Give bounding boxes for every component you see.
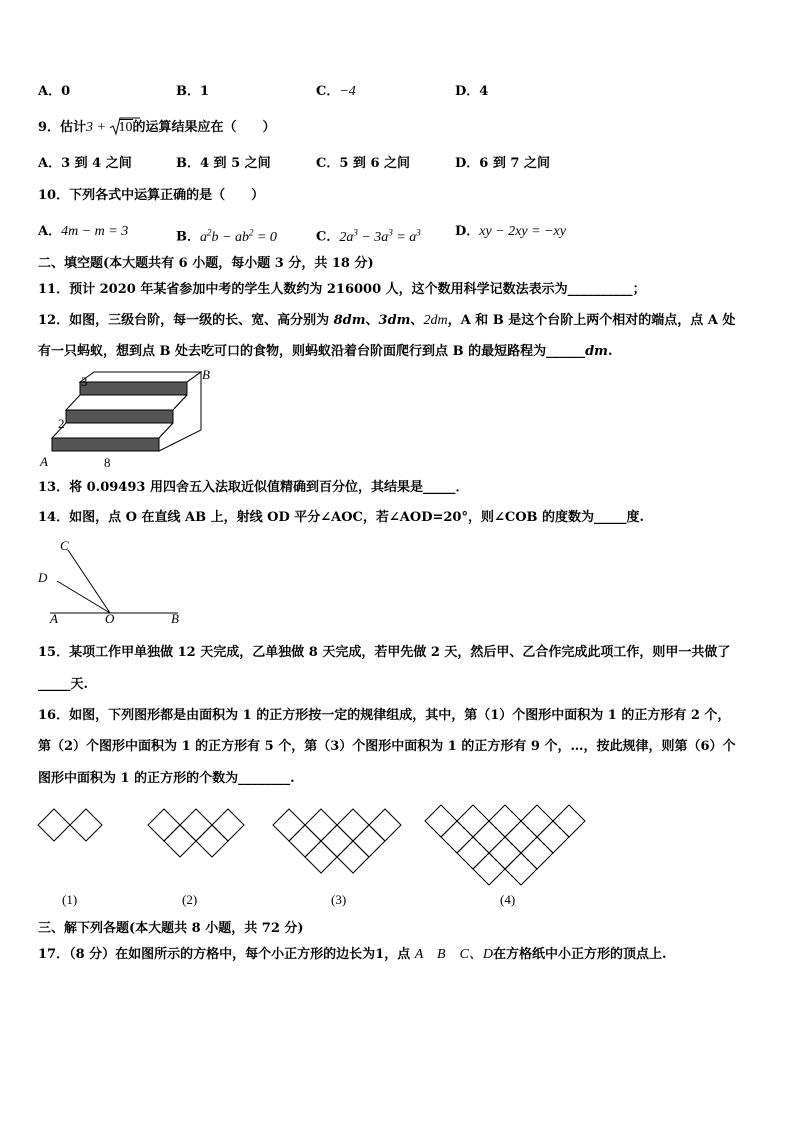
q10-c-exp-2: 3 — [388, 227, 393, 237]
ray-od — [57, 581, 110, 613]
q12-period: . — [607, 344, 613, 359]
q10-b-term-2: b − ab — [211, 229, 249, 245]
q12-dim-height: 2dm — [423, 313, 448, 328]
q10-b-term-1: a — [200, 229, 207, 245]
section-2-heading: 二、填空题(本大题共有 6 小题，每小题 3 分，共 18 分) — [38, 256, 374, 271]
q11-text: 11．预计 2020 年某省参加中考的学生人数约为 216000 人，这个数用科学记数法表示为__________； — [38, 282, 646, 297]
angle-point-b: B — [171, 611, 179, 626]
angle-point-c: C — [60, 538, 69, 553]
pattern-label-1: (1) — [62, 892, 78, 907]
q17-points: A B C、D — [414, 947, 494, 962]
q9-radicand: 10 — [118, 120, 133, 135]
q12-line-1 — [38, 313, 735, 329]
square-patterns — [30, 800, 590, 880]
stairs-label-8: 8 — [104, 455, 111, 470]
pattern-label-3: (3) — [331, 892, 347, 907]
q12-line-2 — [38, 344, 612, 360]
ray-oc — [68, 550, 110, 613]
q8-option-d: D．4 — [455, 84, 489, 99]
q12-sep-2: 、 — [410, 313, 424, 328]
q10-option-d-label: D． — [455, 224, 480, 239]
q16-line-2: 第（2）个图形中面积为 1 的正方形有 5 个，第（3）个图形中面积为 1 的正方形有 9 个，…，按此规律，则第（6）个 — [38, 739, 736, 754]
pattern-label-2: (2) — [182, 892, 198, 907]
q12-dim-length: 8dm — [333, 313, 366, 328]
sqrt-sign-icon — [110, 118, 122, 136]
q10-c-term-3: = a — [392, 229, 417, 245]
stair-riser-2 — [66, 410, 173, 423]
q9-stem-suffix: 的运算结果应在（ ） — [132, 120, 276, 135]
stairs-point-a: A — [40, 454, 48, 469]
q10-option-c-label: C． — [316, 229, 340, 245]
q12-line-2-text: 有一只蚂蚁，想到点 B 处去吃可口的食物，则蚂蚁沿着台阶面爬行到点 B 的最短路程为______ — [38, 344, 586, 359]
q8-option-c-label: C． — [316, 84, 340, 99]
q14-text: 14．如图，点 O 在直线 AB 上，射线 OD 平分∠AOC，若∠AOD=20°，则∠COB 的度数为_____度. — [38, 510, 645, 525]
q10-option-a-expr: 4m − m = 3 — [61, 224, 129, 239]
q9-stem-prefix: 9．估计 — [38, 120, 87, 135]
q10-option-a — [38, 224, 128, 240]
q10-option-a-label: A． — [38, 224, 62, 239]
angle-point-d: D — [38, 570, 48, 585]
q16-line-3: 图形中面积为 1 的正方形的个数为________. — [38, 771, 295, 786]
pattern-2 — [148, 809, 244, 857]
pattern-label-4: (4) — [500, 892, 516, 907]
q12-line-1-a: 12．如图，三级台阶，每一级的长、宽、高分别为 — [38, 313, 334, 328]
q9-option-b: B．4 到 5 之间 — [176, 156, 271, 171]
stair-riser-3 — [80, 382, 187, 395]
q12-sep-1: 、 — [365, 313, 379, 328]
q10-b-term-3: = 0 — [253, 229, 277, 245]
q9-expr-a: 3 + — [86, 120, 110, 135]
q10-option-d-expr: xy − 2xy = −xy — [479, 224, 566, 239]
q10-option-d — [455, 224, 566, 240]
q10-option-c-expr — [339, 227, 421, 245]
q8-option-a: A．0 — [38, 84, 71, 99]
stair-riser-1 — [52, 438, 159, 451]
q8-option-c-value: −4 — [339, 84, 356, 99]
q15-line-1: 15．某项工作甲单独做 12 天完成，乙单独做 8 天完成，若甲先做 2 天，然后甲、乙合作完成此项工作，则甲一共做了 — [38, 645, 731, 660]
stairs-label-3: 3 — [81, 374, 88, 389]
q17-text-a: 17．（8 分）在如图所示的方格中，每个小正方形的边长为1，点 — [38, 947, 415, 962]
q17-text-b: 在方格纸中小正方形的顶点上. — [493, 947, 667, 962]
q15-line-2: _____天. — [38, 677, 89, 692]
q9-radical — [110, 120, 133, 136]
q10-b-exp-2: 2 — [248, 227, 254, 237]
q12-line-1-b: ，A 和 B 是这个台阶上两个相对的端点，点 A 处 — [447, 313, 736, 328]
stair-tread-3 — [80, 372, 201, 382]
pattern-1 — [38, 809, 102, 841]
angle-point-a: A — [50, 611, 58, 626]
section-3-heading: 三、解下列各题(本大题共 8 小题，共 72 分) — [38, 921, 304, 936]
q12-unit: dm — [585, 344, 608, 359]
q8-option-b: B．1 — [176, 84, 210, 99]
q10-option-b-expr — [200, 227, 277, 245]
q8-option-c — [316, 84, 356, 100]
q9-option-d: D．6 到 7 之间 — [455, 156, 550, 171]
q12-dim-width: 3dm — [378, 313, 411, 328]
q10-option-c — [316, 224, 421, 246]
stairs-figure — [40, 370, 210, 460]
q10-option-b-label: B． — [176, 229, 200, 245]
pattern-3 — [273, 809, 401, 873]
q10-option-b — [176, 224, 277, 246]
stairs-label-2: 2 — [58, 416, 65, 431]
stair-tread-1 — [52, 423, 173, 438]
q10-c-term-1: 2a — [339, 229, 354, 245]
angle-point-o: O — [105, 611, 115, 626]
q13-text: 13．将 0.09493 用四舍五入法取近似值精确到百分位，其结果是_____． — [38, 480, 469, 495]
stair-tread-2 — [66, 395, 187, 410]
q9-stem — [38, 120, 276, 136]
q9-option-a: A．3 到 4 之间 — [38, 156, 132, 171]
q17-text — [38, 947, 667, 963]
stairs-point-b: B — [202, 367, 210, 382]
q10-b-exp-1: 2 — [207, 227, 212, 237]
pattern-4 — [425, 805, 585, 885]
q10-c-exp-1: 3 — [353, 227, 358, 237]
q16-line-1: 16．如图，下列图形都是由面积为 1 的正方形按一定的规律组成，其中，第（1）个图形中面积为 1 的正方形有 2 个， — [38, 708, 731, 723]
q10-stem: 10．下列各式中运算正确的是（ ） — [38, 188, 265, 203]
q10-c-term-2: − 3a — [357, 229, 389, 245]
q10-c-exp-3: 3 — [416, 227, 421, 237]
q9-option-c: C．5 到 6 之间 — [316, 156, 411, 171]
